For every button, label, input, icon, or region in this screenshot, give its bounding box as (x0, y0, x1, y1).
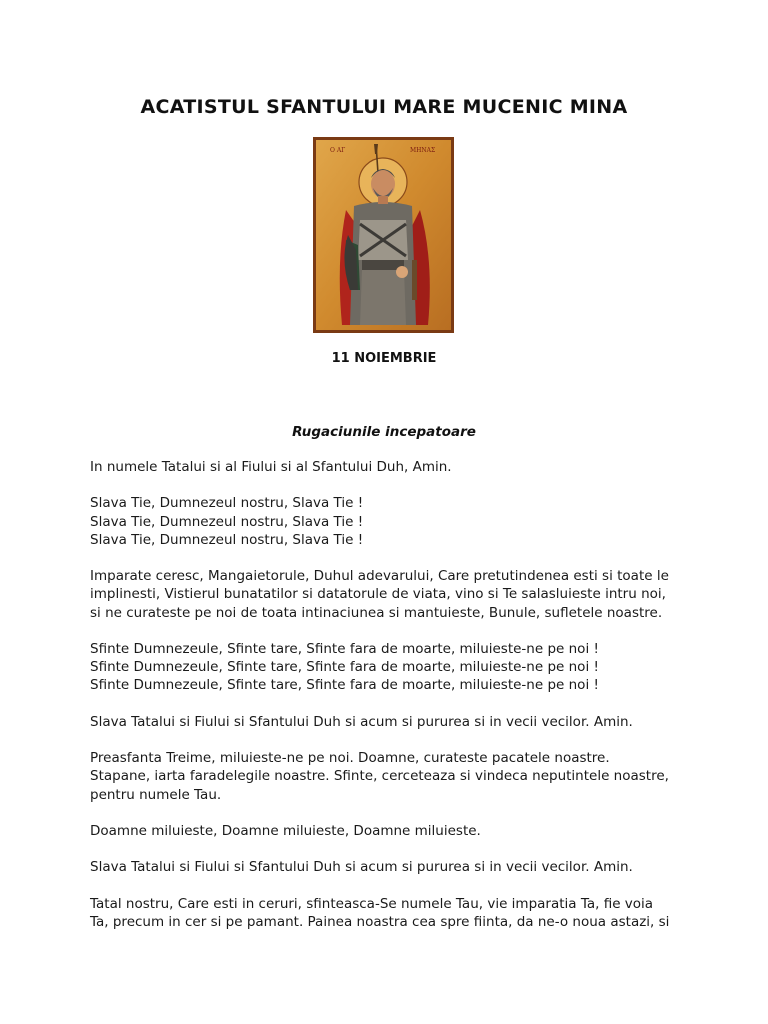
paragraph (90, 858, 690, 876)
section-heading: Rugaciunile incepatoare (292, 424, 476, 440)
paragraph (90, 494, 690, 549)
icon-inscription-left: Ο ΑΓ (330, 147, 346, 154)
text-line: Preasfanta Treime, miluieste-ne pe noi. Doamne, curateste pacatele noastre. (90, 750, 610, 767)
text-line: pentru numele Tau. (90, 786, 222, 803)
text-line: Doamne miluieste, Doamne miluieste, Doamne miluieste. (90, 822, 481, 839)
paragraph (90, 749, 690, 804)
paragraph (90, 822, 690, 840)
paragraph (90, 640, 690, 695)
page-title: ACATISTUL SFANTULUI MARE MUCENIC MINA (140, 96, 628, 118)
text-line: Sfinte Dumnezeule, Sfinte tare, Sfinte fara de moarte, miluieste-ne pe noi ! (90, 640, 599, 657)
text-line: Slava Tie, Dumnezeul nostru, Slava Tie ! (90, 531, 364, 548)
text-line: Imparate ceresc, Mangaietorule, Duhul adevarului, Care pretutindenea esti si toate le (90, 568, 669, 585)
text-line: si ne curateste pe noi de toata intinaciunea si mantuieste, Bunule, sufletele noastre. (90, 604, 663, 621)
icon-inscription-right: ΜΗΝΑΣ (410, 147, 436, 154)
text-line: implinesti, Vistierul bunatatilor si datatorule de viata, vino si Te salasluieste intru noi, (90, 586, 666, 603)
text-line: Stapane, iarta faradelegile noastre. Sfinte, cerceteaza si vindeca neputintele noastre, (90, 768, 669, 785)
text-line: Slava Tatalui si Fiului si Sfantului Duh si acum si pururea si in vecii vecilor. Amin. (90, 859, 633, 876)
paragraph (90, 567, 690, 622)
feast-date: 11 NOIEMBRIE (331, 351, 437, 366)
saint-mina-icon (316, 140, 451, 330)
text-line: Ta, precum in cer si pe pamant. Painea noastra cea spre fiinta, da ne-o noua astazi, si (90, 913, 670, 930)
text-line: Slava Tatalui si Fiului si Sfantului Duh si acum si pururea si in vecii vecilor. Amin. (90, 713, 633, 730)
text-line: Slava Tie, Dumnezeul nostru, Slava Tie ! (90, 513, 364, 530)
text-line: Tatal nostru, Care esti in ceruri, sfinteasca-Se numele Tau, vie imparatia Ta, fie voia (90, 895, 654, 912)
text-line: Slava Tie, Dumnezeul nostru, Slava Tie ! (90, 495, 364, 512)
prayer-text (90, 458, 690, 949)
text-line: Sfinte Dumnezeule, Sfinte tare, Sfinte fara de moarte, miluieste-ne pe noi ! (90, 677, 599, 694)
paragraph (90, 713, 690, 731)
paragraph (90, 895, 690, 931)
text-line: Sfinte Dumnezeule, Sfinte tare, Sfinte fara de moarte, miluieste-ne pe noi ! (90, 659, 599, 676)
saint-icon-image (313, 137, 454, 333)
text-line: In numele Tatalui si al Fiului si al Sfantului Duh, Amin. (90, 459, 452, 475)
paragraph (90, 458, 690, 476)
